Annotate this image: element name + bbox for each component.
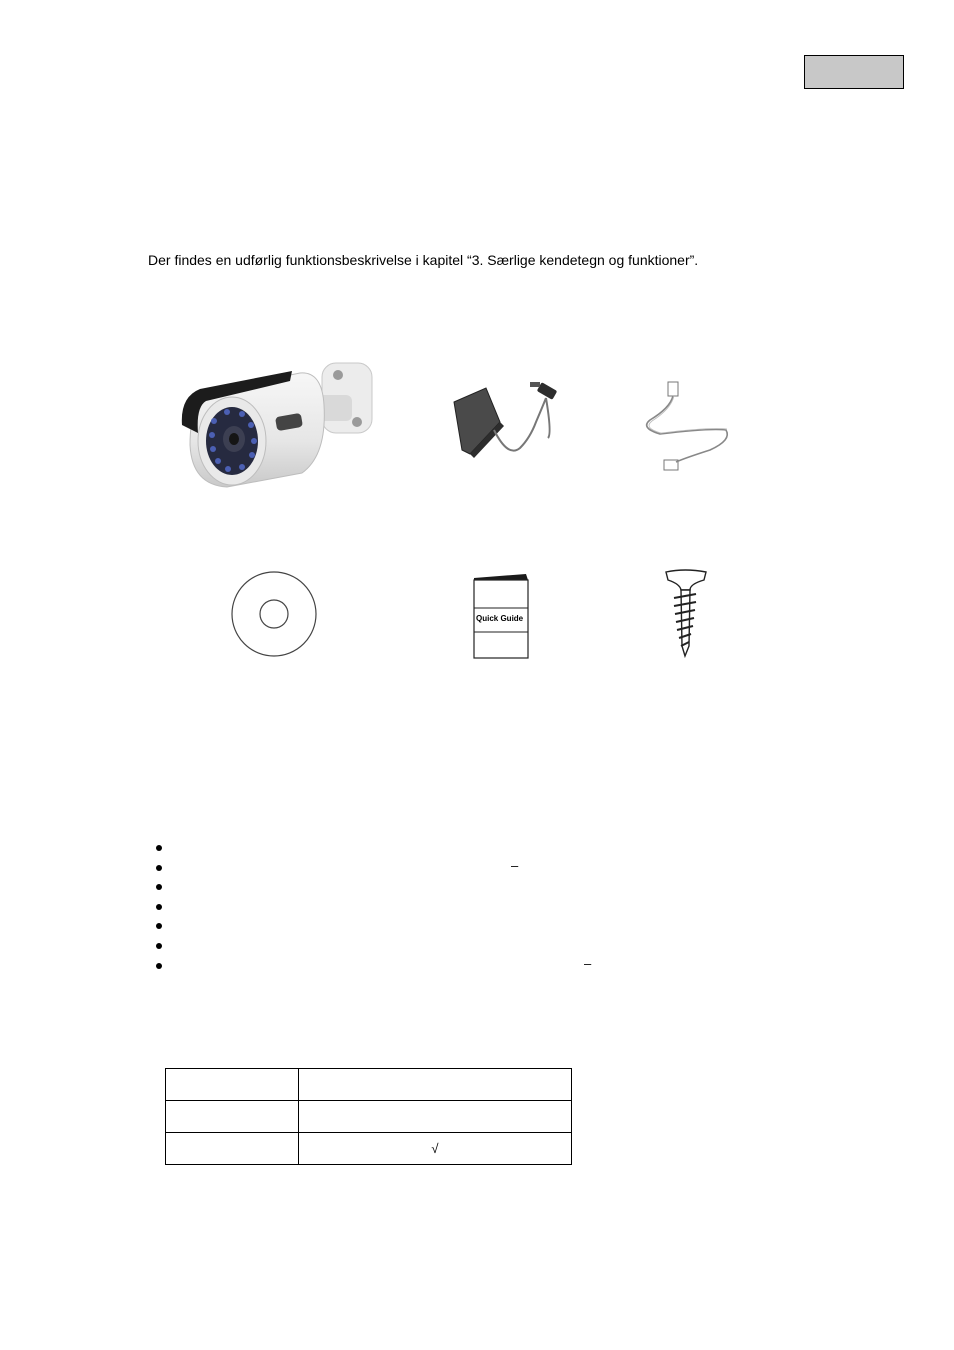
spec-table (165, 1068, 572, 1165)
network-cable-icon (640, 378, 735, 478)
power-adapter-item (448, 378, 563, 468)
quick-guide-label: Quick Guide (476, 614, 524, 623)
screw-icon (658, 568, 713, 660)
bullet-dot (156, 865, 162, 871)
table-row (166, 1069, 572, 1101)
table-cell (299, 1069, 572, 1101)
bullet-dot (156, 923, 162, 929)
intro-paragraph: Der findes en udførlig funktionsbeskrivelse i kapitel “3. Særlige kendetegn og funktioner”. (148, 252, 699, 268)
dash-glyph: – (511, 857, 519, 873)
table-row (166, 1101, 572, 1133)
table-cell (166, 1133, 299, 1165)
bullet-dot (156, 845, 162, 851)
table-cell (299, 1101, 572, 1133)
table-cell (166, 1101, 299, 1133)
bullet-dot (156, 884, 162, 890)
table-cell: √ (299, 1133, 572, 1165)
bullet-dot (156, 963, 162, 969)
screw-item (658, 568, 713, 665)
table-row (166, 1133, 572, 1165)
bullet-dot (156, 904, 162, 910)
cd-item (230, 570, 320, 665)
language-tab-box (804, 55, 904, 89)
power-adapter-icon (448, 378, 563, 463)
table-cell (166, 1069, 299, 1101)
quick-guide-item (470, 572, 532, 667)
bullet-dot (156, 943, 162, 949)
camera-icon (172, 355, 382, 495)
dash-glyph: – (584, 955, 592, 971)
cd-icon (230, 570, 320, 660)
network-cable-item (640, 378, 735, 483)
camera-item (172, 355, 382, 500)
